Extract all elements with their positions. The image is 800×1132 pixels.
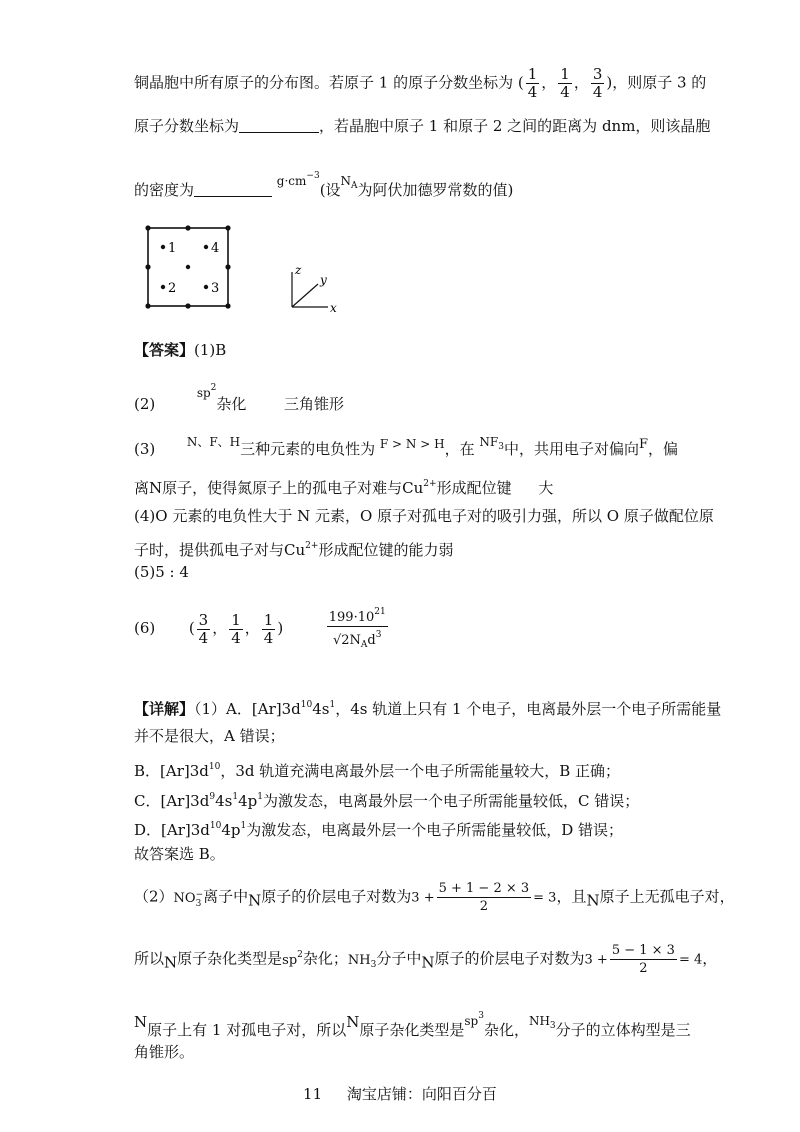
answer-4-continued: 子时，提供孤电子对与$Cu^{2+}$形成配位键的能力弱 — [134, 541, 454, 559]
answer-3: (3) $^{N、F、H}$三种元素的电负性为 $^{F > N > H}$，在 $^{NF_3}$中，共用电子对偏向F，偏 — [134, 435, 678, 458]
answer-2: (2) $^{sp^2}$杂化 三角锥形 — [134, 383, 344, 413]
atom-label: 2 — [168, 281, 177, 296]
fraction: $\frac{1}{4}$ — [263, 610, 274, 647]
page-footer — [0, 1083, 800, 1104]
sp2-symbol: sp2 — [196, 383, 217, 400]
answer-3-continued: 离N原子，使得氮原子上的孤电子对难与$Cu^{2+}$形成配位键 大 — [134, 479, 554, 497]
fraction: $\frac{1}{4}$ — [527, 65, 538, 101]
detail-3: 所以N原子杂化类型是$sp^2$杂化；$NH_3$分子中N原子的价层电子对数为3 + $\frac{5 - 1 \times 3}{2}$ = 4， — [134, 943, 718, 976]
answer-6: (6) ( $\frac{3}{4}$ ， $\frac{1}{4}$ ， $\frac{1}{4}$ ) $\frac{199\cdot 10^{21}}{√2N_Ad^3}$ — [134, 604, 390, 654]
fraction: $\frac{5 - 1 \times 3}{2}$ — [611, 943, 675, 976]
detail-e: 故答案选 B。 — [134, 845, 225, 863]
atom-label: 4 — [211, 241, 220, 256]
question-line-1: 铜晶胞中所有原子的分布图。若原子 1 的原子分数坐标为 ( $\frac{1}{4}$ ， $\frac{1}{4}$ ， $\frac{3}{4}$ )，则原子 3 的 — [134, 65, 707, 101]
x-axis-label: x — [330, 301, 337, 315]
density-unit: g·cm−3 — [276, 171, 320, 188]
answer-blank — [239, 117, 319, 133]
fraction: $\frac{5 + 1 - 2 \times 3}{2}$ — [438, 881, 530, 914]
fraction: $\frac{3}{4}$ — [198, 610, 209, 647]
fraction: $\frac{1}{4}$ — [231, 610, 241, 647]
answer-5: (5)5 : 4 — [134, 563, 189, 581]
question-line-2: 原子分数坐标为 ，若晶胞中原子 1 和原子 2 之间的距离为 dnm，则该晶胞 — [134, 117, 711, 135]
detail-4: N原子上有 1 对孤电子对，所以N原子杂化类型是$^{sp^3}$杂化，$^{NH_3}$分子的立体构型是三 — [134, 1011, 691, 1039]
detail-1-continued: 并不是很大，A 错误； — [134, 727, 285, 745]
density-fraction: $\frac{199\cdot 10^{21}}{√2N_Ad^3}$ — [327, 604, 388, 654]
answer-blank — [194, 181, 272, 197]
shop-name: 淘宝店铺：向阳百分百 — [346, 1085, 497, 1103]
atom-label: 3 — [211, 281, 220, 296]
fraction: $\frac{1}{4}$ — [560, 65, 570, 101]
avogadro-symbol: NA — [340, 174, 358, 191]
detail-d: D．$[Ar]3d^{10}4p^1$为激发态，电离最外层一个电子所需能量较低，D 错误； — [134, 821, 624, 839]
detail-c: C．$[Ar]3d^94s^14p^1$为激发态，电离最外层一个电子所需能量较低，C 错误； — [134, 792, 640, 810]
fraction: $\frac{3}{4}$ — [592, 65, 603, 101]
answer-4: (4)O 元素的电负性大于 N 元素，O 原子对孤电子对的吸引力强，所以 O 原子做配位原 — [134, 507, 714, 525]
page-number: 11 — [303, 1085, 323, 1103]
y-axis-label: y — [320, 273, 327, 287]
corner-atoms — [145, 225, 230, 308]
nf3-symbol: NF3 — [479, 435, 504, 452]
question-line-3: 的密度为 $^{g\cdot cm^{-3}}$(设$^{N_A}$为阿伏加德罗常数的值) — [134, 171, 514, 199]
detail-1: 【详解】（1）A．$[Ar]3d^{10}4s^1$，4s 轨道上只有 1 个电子，电离最外层一个电子所需能量 — [134, 700, 722, 718]
answer-1: 【答案】(1)B — [134, 341, 227, 359]
crystal-cell-figure — [140, 222, 350, 322]
z-axis-label: z — [295, 263, 302, 277]
detail-b: B．$[Ar]3d^{10}$，3d 轨道充满电离最外层一个电子所需能量较大，B 正确； — [134, 762, 621, 780]
detail-5: 角锥形。 — [134, 1043, 195, 1061]
atom-label: 1 — [168, 241, 177, 256]
detail-2: （2）NO − 3 离子中N原子的价层电子对数为3 + $\frac{5 + 1 - 2 \times 3}{2}$ = 3，且N原子上无孤电子对， — [134, 881, 735, 914]
